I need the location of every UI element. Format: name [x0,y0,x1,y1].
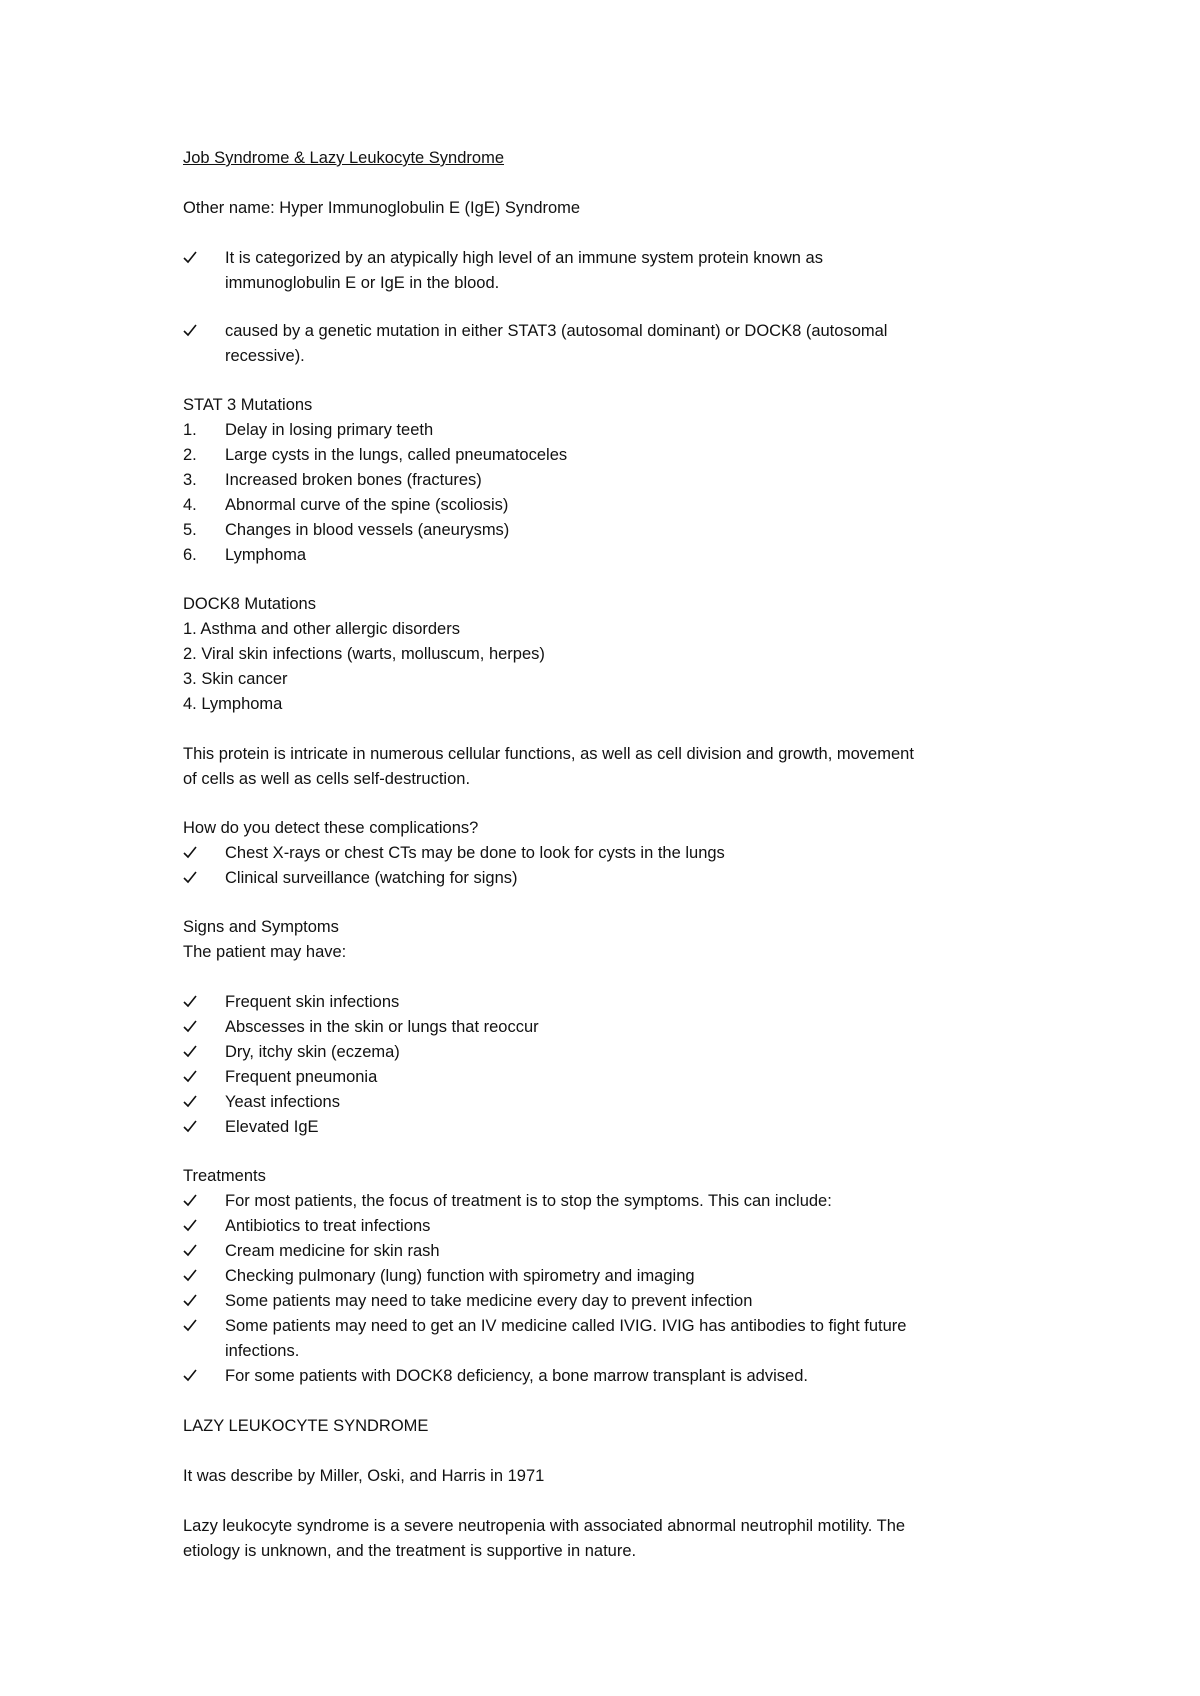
checkmark-icon [183,1315,203,1332]
checkmark-icon [183,1091,203,1108]
paragraph-line: of cells as well as cells self-destruction. [183,770,471,788]
checkmark-icon [183,1041,203,1058]
paragraph-line: Lazy leukocyte syndrome is a severe neutropenia with associated abnormal neutrophil motility. The [183,1517,906,1535]
document-title: Job Syndrome & Lazy Leukocyte Syndrome [183,149,505,167]
checkmark-icon [183,991,203,1008]
dock8-heading: DOCK8 Mutations [183,595,316,613]
paragraph-line: This protein is intricate in numerous cellular functions, as well as cell division and growth, movement [183,745,914,763]
checkmark-icon [183,247,203,264]
checkmark-icon [183,1066,203,1083]
checkmark-icon [183,1190,203,1207]
list-item: 2. Viral skin infections (warts, molluscum, herpes) [183,645,545,663]
document-page: Job Syndrome & Lazy Leukocyte Syndrome Other name: Hyper Immunoglobulin E (IgE) Syndrome It is categorized by an atypically high level of an immune system protein known as immunoglobulin E or IgE in the blood. caused by a genetic mutation in either STAT3 (autosomal dominant) or DOCK8 (autosomal recessive). STAT 3 Mutations 1. Delay in losing primary teeth 2. Large cysts in the lungs, called pneumatoceles 3. Increased broken bones (fractures) 4. Abnormal curve of the spine (scoliosis) 5. Changes in blood vessels (aneurysms) 6. Lymphoma DOCK8 Mutations 1. Asthma and other allergic disorders 2. Viral skin infections (warts, molluscum, herpes) 3. Skin cancer 4. Lymphoma This protein is intricate in numerous cellular functions, as well as cell division and growth, movement of cells as well as cells self-destruction. How do you detect these complications? Chest X-rays or chest CTs may be done to look for cysts in the lungs Clinical surveillance (watching for signs) Signs and Symptoms The patient may have: Frequent skin infections Abscesses in the skin or lungs that reoccur Dry, itchy skin (eczema) Frequent pneumonia Yeast infections Elevated IgE Treatments For most patients, the focus of treatment is to stop the symptoms. This can include: Antibiotics to treat infections Cream medicine for skin rash Checking pulmonary (lung) function with spirometry and imaging Some patients may need to take medicine every day to prevent infection Some patients may need to get an IV medicine called IVIG. IVIG has antibodies to fight future infections. For some patients with DOCK8 deficiency, a bone marrow transplant is advised. LAZY LEUKOCYTE SYNDROME It was describe by Miller, Oski, and Harris in 1971 Lazy leukocyte syndrome is a severe neutropenia with associated abnormal neutrophil motility. The etiology is unknown, and the treatment is supportive in nature. [183,149,914,1560]
lazy-heading: LAZY LEUKOCYTE SYNDROME [183,1417,429,1435]
list-item: 3. Skin cancer [183,670,288,688]
other-name-line: Other name: Hyper Immunoglobulin E (IgE) Syndrome [183,199,581,217]
checkmark-icon [183,1290,203,1307]
checkmark-icon [183,1116,203,1133]
checkmark-icon [183,867,203,884]
checkmark-icon [183,1215,203,1232]
checkmark-icon [183,320,203,337]
checkmark-icon [183,842,203,859]
signs-subheading: The patient may have: [183,943,347,961]
treatments-heading: Treatments [183,1167,266,1185]
list-item: 1. Asthma and other allergic disorders [183,620,460,638]
checkmark-icon [183,1016,203,1033]
detect-question: How do you detect these complications? [183,819,479,837]
checkmark-icon [183,1240,203,1257]
stat3-heading: STAT 3 Mutations [183,396,313,414]
checkmark-icon [183,1365,203,1382]
checkmark-icon [183,1265,203,1282]
lazy-described: It was describe by Miller, Oski, and Harris in 1971 [183,1467,545,1485]
list-item: 4. Lymphoma [183,695,283,713]
paragraph-line: etiology is unknown, and the treatment is supportive in nature. [183,1542,637,1560]
signs-heading: Signs and Symptoms [183,918,339,936]
